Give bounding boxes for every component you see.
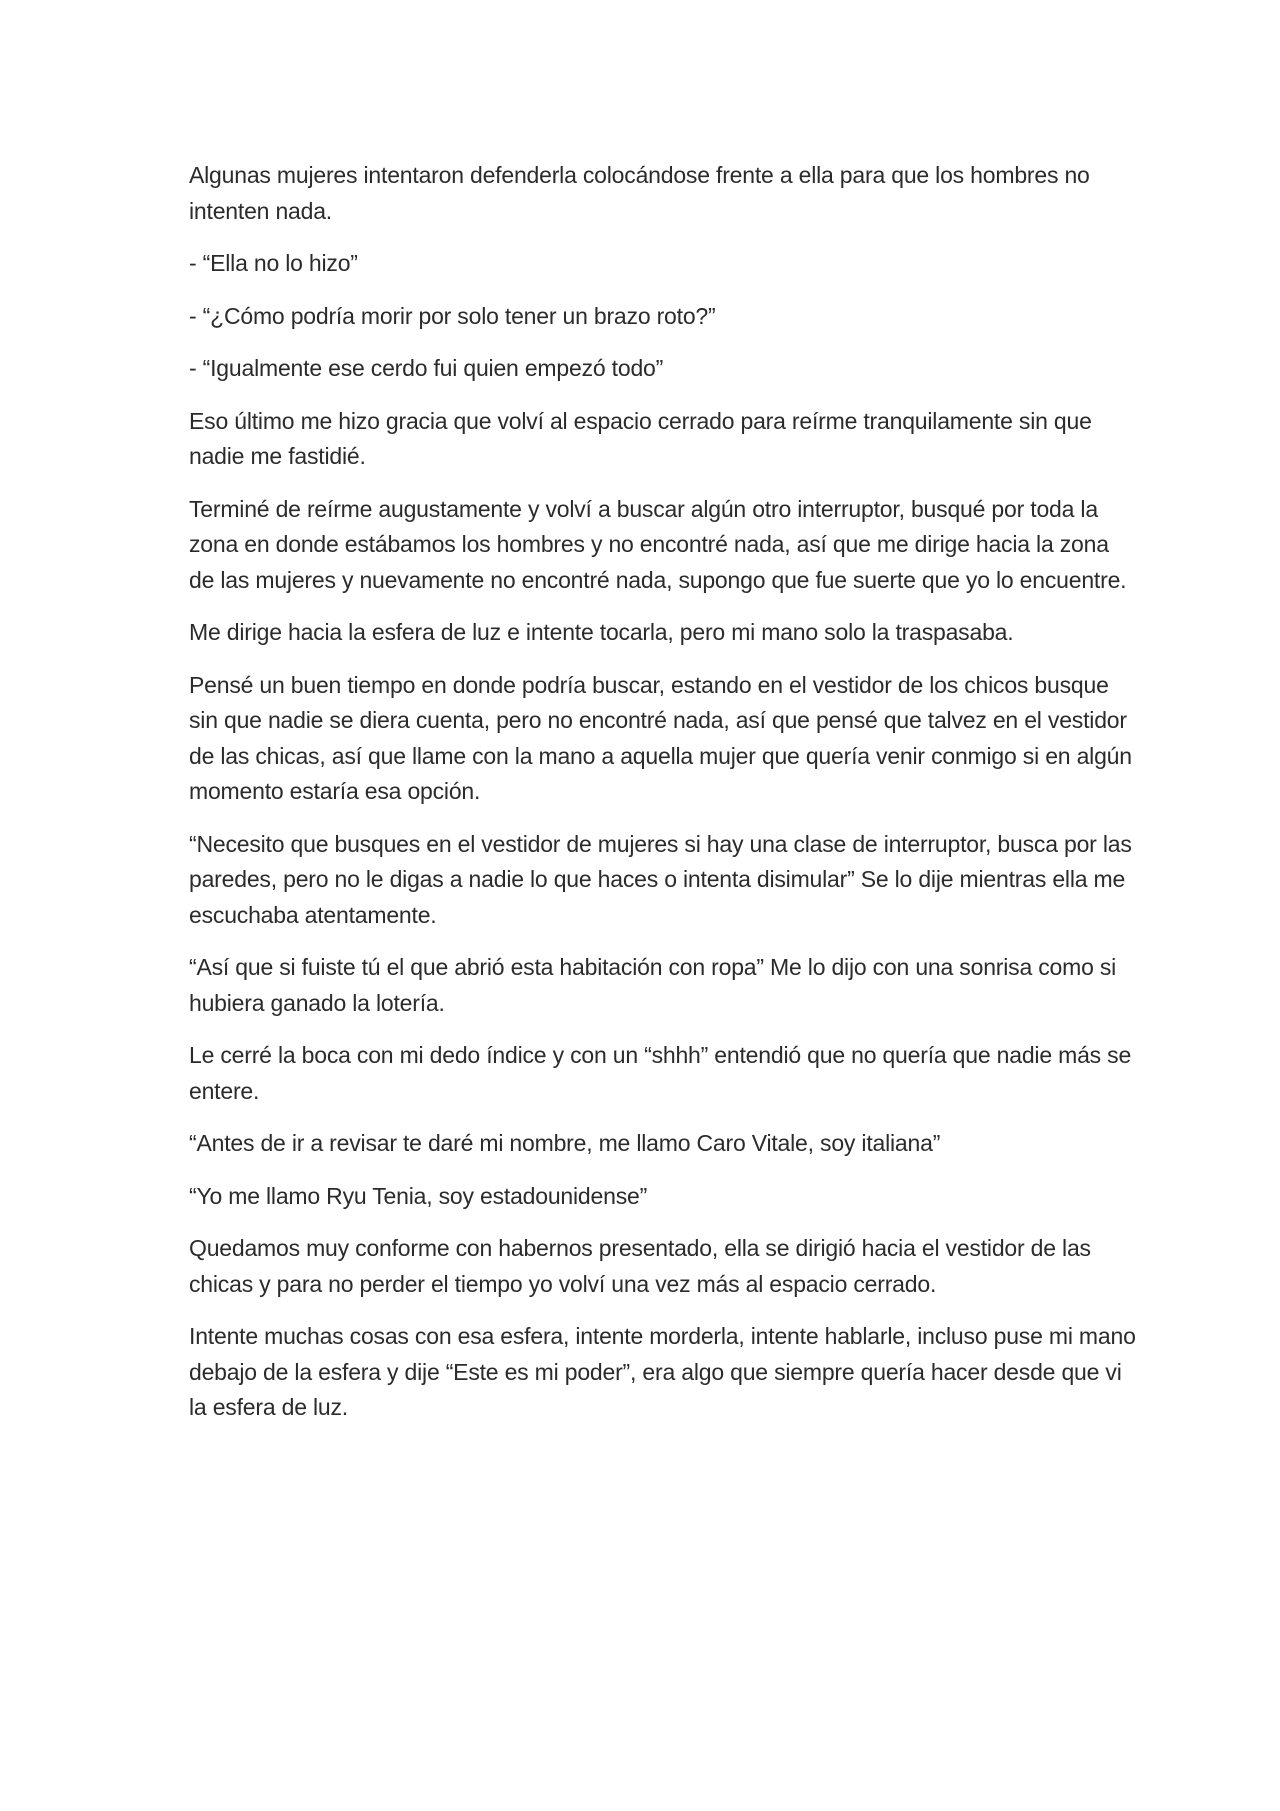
paragraph-15: Intente muchas cosas con esa esfera, intente morderla, intente hablarle, incluso puse mi mano debajo de la esfera y dije “Este es mi poder”, era algo que siempre quería hacer desde que vi la esfera de luz. bbox=[189, 1323, 1136, 1420]
paragraph-11: Le cerré la boca con mi dedo índice y con un “shhh” entendió que no quería que nadie más se entere. bbox=[189, 1042, 1132, 1104]
paragraph-2: - “Ella no lo hizo” bbox=[189, 250, 358, 276]
paragraph-6: Terminé de reírme augustamente y volví a buscar algún otro interruptor, busqué por toda la zona en donde estábamos los hombres y no encontré nada, así que me dirige hacia la zona de las mujeres y nuevamente no encontré nada, supongo que fue suerte que yo lo encuentre. bbox=[189, 495, 1127, 593]
paragraph-5: Eso último me hizo gracia que volví al espacio cerrado para reírme tranquilamente sin que nadie me fastidié. bbox=[189, 407, 1092, 469]
body-text bbox=[189, 158, 1139, 1443]
paragraph-13: “Yo me llamo Ryu Tenia, soy estadounidense” bbox=[189, 1182, 648, 1209]
paragraph-8: Pensé un buen tiempo en donde podría buscar, estando en el vestidor de los chicos busque sin que nadie se diera cuenta, pero no encontré nada, así que pensé que talvez en el vestidor de las chicas, así que llame con la mano a aquella mujer que quería venir conmigo si en algún momento estaría esa opción. bbox=[189, 671, 1132, 804]
paragraph-12: “Antes de ir a revisar te daré mi nombre, me llamo Caro Vitale, soy italiana” bbox=[189, 1130, 941, 1156]
paragraph-3: - “¿Cómo podría morir por solo tener un brazo roto?” bbox=[189, 302, 716, 329]
paragraph-4: - “Igualmente ese cerdo fui quien empezó todo” bbox=[189, 355, 664, 381]
paragraph-7: Me dirige hacia la esfera de luz e intente tocarla, pero mi mano solo la traspasaba. bbox=[189, 619, 1014, 645]
paragraph-1: Algunas mujeres intentaron defenderla colocándose frente a ella para que los hombres no intenten nada. bbox=[189, 162, 1090, 224]
paragraph-14: Quedamos muy conforme con habernos presentado, ella se dirigió hacia el vestidor de las chicas y para no perder el tiempo yo volví una vez más al espacio cerrado. bbox=[189, 1235, 1091, 1297]
paragraph-10: “Así que si fuiste tú el que abrió esta habitación con ropa” Me lo dijo con una sonrisa como si hubiera ganado la lotería. bbox=[189, 954, 1117, 1016]
paragraph-9: “Necesito que busques en el vestidor de mujeres si hay una clase de interruptor, busca por las paredes, pero no le digas a nadie lo que haces o intenta disimular” Se lo dije mientras ella me escuchaba atentamente. bbox=[189, 830, 1132, 928]
